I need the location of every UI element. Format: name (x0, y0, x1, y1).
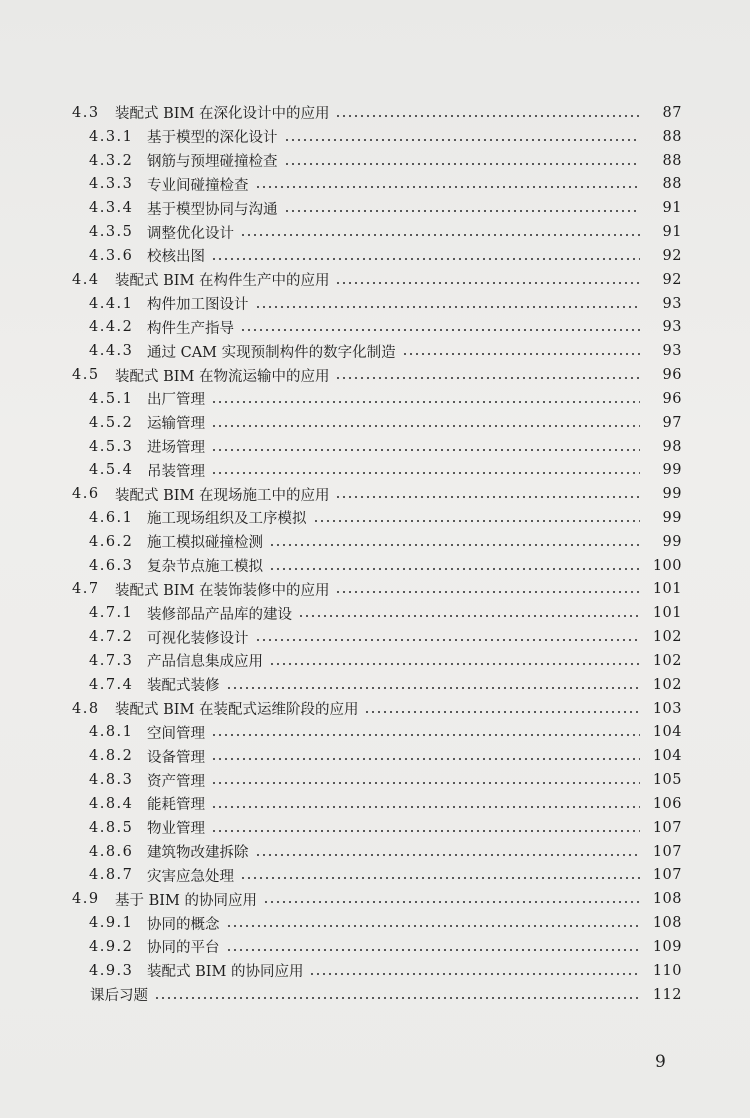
toc-subsection-entry (0, 721, 750, 745)
toc-subsection-entry (0, 220, 750, 244)
toc-entry-number: 4.9.3 (89, 962, 134, 979)
toc-subsection-entry (0, 172, 750, 196)
toc-entry-title: 空间管理 (147, 725, 205, 742)
toc-entry-number: 4.3.6 (89, 247, 134, 264)
toc-entry-page: 106 (652, 795, 682, 812)
toc-entry-number: 4.3.1 (89, 128, 134, 145)
toc-entry-page: 104 (652, 724, 682, 741)
toc-section-entry (0, 101, 750, 125)
toc-subsection-entry (0, 149, 750, 173)
toc-entry-number: 4.8.7 (89, 867, 134, 884)
toc-leader-dots (255, 639, 641, 641)
toc-subsection-entry (0, 315, 750, 339)
toc-entry-number: 4.8.5 (89, 819, 134, 836)
toc-subsection-entry (0, 292, 750, 316)
toc-entry-number: 4.9.2 (89, 938, 134, 955)
toc-leader-dots (226, 687, 641, 689)
toc-entry-page: 93 (662, 319, 682, 336)
toc-leader-dots (284, 139, 641, 141)
toc-leader-dots (255, 186, 641, 188)
toc-entry-title: 钢筋与预埋碰撞检查 (147, 154, 278, 171)
toc-entry-number: 4.3 (72, 104, 100, 121)
table-of-contents (0, 101, 750, 1006)
toc-entry-page: 100 (652, 557, 682, 574)
toc-entry-title: 调整优化设计 (147, 225, 234, 242)
toc-leader-dots (335, 591, 640, 593)
toc-entry-number: 4.4.3 (89, 343, 134, 360)
toc-entry-title: 装配式 BIM 在物流运输中的应用 (115, 368, 330, 385)
toc-leader-dots (211, 758, 640, 760)
toc-entry-page: 91 (662, 224, 682, 241)
toc-leader-dots (284, 210, 641, 212)
toc-entry-page: 102 (652, 629, 682, 646)
toc-subsection-entry (0, 625, 750, 649)
toc-entry-number: 4.5.4 (89, 462, 134, 479)
toc-entry-page: 88 (662, 152, 682, 169)
toc-entry-page: 105 (652, 772, 682, 789)
toc-entry-page: 99 (662, 486, 682, 503)
toc-entry-title: 装配式 BIM 在构件生产中的应用 (115, 273, 330, 290)
toc-entry-number: 4.8.2 (89, 748, 134, 765)
toc-entry-number: 4.6.3 (89, 557, 134, 574)
toc-entry-page: 92 (662, 247, 682, 264)
toc-leader-dots (335, 496, 640, 498)
toc-entry-page: 93 (662, 295, 682, 312)
toc-entry-title: 可视化装修设计 (147, 630, 249, 647)
toc-entry-number: 4.3.5 (89, 224, 134, 241)
page-number: 9 (655, 1052, 666, 1072)
toc-subsection-entry (0, 530, 750, 554)
toc-entry-title: 构件加工图设计 (147, 297, 249, 314)
toc-entry-number: 4.9.1 (89, 915, 134, 932)
toc-subsection-entry (0, 792, 750, 816)
toc-entry-title: 装配式 BIM 在装配式运维阶段的应用 (115, 702, 359, 719)
toc-leader-dots (211, 258, 640, 260)
toc-entry-page: 87 (662, 104, 682, 121)
toc-subsection-entry (0, 864, 750, 888)
toc-entry-page: 93 (662, 343, 682, 360)
toc-entry-page: 108 (652, 891, 682, 908)
toc-leader-dots (211, 734, 640, 736)
toc-entry-number: 4.5.1 (89, 390, 134, 407)
toc-subsection-entry (0, 601, 750, 625)
toc-entry-number: 4.4.2 (89, 319, 134, 336)
toc-subsection-entry (0, 649, 750, 673)
toc-subsection-entry (0, 840, 750, 864)
toc-entry-number: 4.6.2 (89, 533, 134, 550)
toc-entry-number: 4.8 (72, 700, 100, 717)
toc-entry-number: 4.8.3 (89, 772, 134, 789)
toc-entry-title: 基于 BIM 的协同应用 (115, 892, 257, 909)
toc-entry-page: 103 (652, 700, 682, 717)
toc-leader-dots (211, 425, 640, 427)
toc-entry-title: 校核出图 (147, 249, 205, 266)
toc-section-entry (0, 578, 750, 602)
toc-entry-page: 107 (652, 843, 682, 860)
toc-leader-dots (255, 854, 641, 856)
toc-subsection-entry (0, 816, 750, 840)
toc-entry-title: 建筑物改建拆除 (147, 845, 249, 862)
toc-leader-dots (269, 544, 640, 546)
toc-entry-title: 基于模型协同与沟通 (147, 201, 278, 218)
toc-entry-page: 109 (652, 938, 682, 955)
toc-entry-page: 91 (662, 200, 682, 217)
toc-leader-dots (240, 329, 640, 331)
toc-entry-title: 设备管理 (147, 749, 205, 766)
toc-entry-title: 专业间碰撞检查 (147, 177, 249, 194)
toc-leader-dots (284, 163, 641, 165)
toc-entry-page: 102 (652, 652, 682, 669)
toc-subsection-entry (0, 435, 750, 459)
toc-entry-number: 4.4.1 (89, 295, 134, 312)
toc-entry-page: 104 (652, 748, 682, 765)
toc-entry-title: 构件生产指导 (147, 320, 234, 337)
toc-entry-number: 4.5 (72, 367, 100, 384)
toc-entry-title: 基于模型的深化设计 (147, 130, 278, 147)
toc-entry-page: 110 (652, 962, 682, 979)
toc-section-entry (0, 482, 750, 506)
toc-entry-number: 4.3.3 (89, 176, 134, 193)
toc-entry-number: 4.5.2 (89, 414, 134, 431)
toc-leader-dots (335, 115, 640, 117)
toc-entry-number: 4.8.6 (89, 843, 134, 860)
toc-entry-number: 4.6.1 (89, 509, 134, 526)
toc-entry-page: 88 (662, 128, 682, 145)
toc-subsection-entry (0, 673, 750, 697)
toc-leader-dots (402, 353, 640, 355)
toc-entry-title: 装配式装修 (147, 678, 220, 695)
toc-leader-dots (211, 449, 640, 451)
toc-leader-dots (240, 234, 640, 236)
toc-leader-dots (263, 901, 640, 903)
toc-leader-dots (335, 377, 640, 379)
toc-section-entry (0, 697, 750, 721)
toc-entry-number: 4.3.4 (89, 200, 134, 217)
toc-entry-title: 出厂管理 (147, 392, 205, 409)
toc-entry-number: 4.3.2 (89, 152, 134, 169)
toc-entry-title: 通过 CAM 实现预制构件的数字化制造 (147, 344, 396, 361)
toc-entry-title: 能耗管理 (147, 797, 205, 814)
toc-entry-page: 99 (662, 533, 682, 550)
toc-entry-page: 101 (652, 605, 682, 622)
toc-entry-title: 装配式 BIM 的协同应用 (147, 964, 304, 981)
toc-subsection-entry (0, 935, 750, 959)
toc-entry-number: 4.6 (72, 486, 100, 503)
toc-subsection-entry (0, 911, 750, 935)
toc-entry-title: 物业管理 (147, 821, 205, 838)
toc-leader-dots (154, 997, 640, 999)
toc-entry-title: 产品信息集成应用 (147, 654, 263, 671)
toc-entry-page: 101 (652, 581, 682, 598)
toc-leader-dots (240, 877, 640, 879)
toc-leader-dots (211, 830, 640, 832)
toc-subsection-entry (0, 768, 750, 792)
toc-entry-title: 课后习题 (90, 988, 148, 1005)
toc-entry-number: 4.9 (72, 891, 100, 908)
toc-entry-page: 99 (662, 462, 682, 479)
toc-subsection-entry (0, 196, 750, 220)
toc-entry-page: 97 (662, 414, 682, 431)
toc-subsection-entry (0, 506, 750, 530)
toc-entry-title: 装配式 BIM 在深化设计中的应用 (115, 106, 330, 123)
toc-entry-page: 88 (662, 176, 682, 193)
toc-entry-title: 装修部品产品库的建设 (147, 606, 292, 623)
toc-leader-dots (255, 306, 641, 308)
toc-subsection-entry (0, 125, 750, 149)
toc-entry-title: 协同的概念 (147, 916, 220, 933)
toc-entry-page: 98 (662, 438, 682, 455)
toc-entry-page: 107 (652, 819, 682, 836)
toc-leader-dots (226, 949, 641, 951)
toc-entry-title: 进场管理 (147, 440, 205, 456)
toc-entry-number: 4.5.3 (89, 438, 134, 455)
toc-entry-title: 装配式 BIM 在装饰装修中的应用 (115, 582, 330, 599)
toc-leader-dots (335, 282, 640, 284)
toc-entry-page: 112 (652, 986, 682, 1003)
toc-entry (0, 983, 750, 1007)
toc-leader-dots (269, 568, 640, 570)
toc-entry-page: 102 (652, 676, 682, 693)
toc-entry-page: 96 (662, 367, 682, 384)
toc-subsection-entry (0, 387, 750, 411)
toc-entry-page: 92 (662, 271, 682, 288)
toc-entry-title: 施工模拟碰撞检测 (147, 535, 263, 552)
toc-subsection-entry (0, 959, 750, 983)
toc-subsection-entry (0, 244, 750, 268)
toc-entry-number: 4.7.2 (89, 629, 134, 646)
toc-entry-title: 复杂节点施工模拟 (147, 559, 263, 576)
toc-subsection-entry (0, 339, 750, 363)
toc-entry-number: 4.8.1 (89, 724, 134, 741)
toc-entry-page: 99 (662, 509, 682, 526)
toc-subsection-entry (0, 411, 750, 435)
toc-entry-title: 施工现场组织及工序模拟 (147, 511, 307, 528)
toc-entry-title: 协同的平台 (147, 940, 220, 957)
toc-entry-page: 108 (652, 915, 682, 932)
toc-leader-dots (364, 711, 640, 713)
toc-entry-title: 运输管理 (147, 416, 205, 433)
toc-leader-dots (211, 782, 640, 784)
toc-leader-dots (269, 663, 640, 665)
toc-entry-number: 4.4 (72, 271, 100, 288)
toc-leader-dots (211, 806, 640, 808)
toc-leader-dots (309, 973, 640, 975)
toc-entry-number: 4.7.1 (89, 605, 134, 622)
toc-entry-number: 4.8.4 (89, 795, 134, 812)
toc-subsection-entry (0, 458, 750, 482)
toc-leader-dots (211, 472, 640, 474)
toc-leader-dots (313, 520, 641, 522)
toc-entry-number: 4.7.3 (89, 652, 134, 669)
toc-entry-page: 107 (652, 867, 682, 884)
toc-entry-number: 4.7 (72, 581, 100, 598)
toc-section-entry (0, 363, 750, 387)
toc-entry-title: 吊装管理 (147, 463, 205, 480)
toc-leader-dots (211, 401, 640, 403)
toc-leader-dots (298, 615, 640, 617)
toc-subsection-entry (0, 554, 750, 578)
toc-entry-title: 装配式 BIM 在现场施工中的应用 (115, 487, 330, 504)
toc-entry-number: 4.7.4 (89, 676, 134, 693)
toc-entry-title: 灾害应急处理 (147, 868, 234, 885)
toc-section-entry (0, 268, 750, 292)
toc-entry-page: 96 (662, 390, 682, 407)
toc-subsection-entry (0, 744, 750, 768)
toc-entry-title: 资产管理 (147, 773, 205, 790)
toc-leader-dots (226, 925, 641, 927)
toc-section-entry (0, 887, 750, 911)
